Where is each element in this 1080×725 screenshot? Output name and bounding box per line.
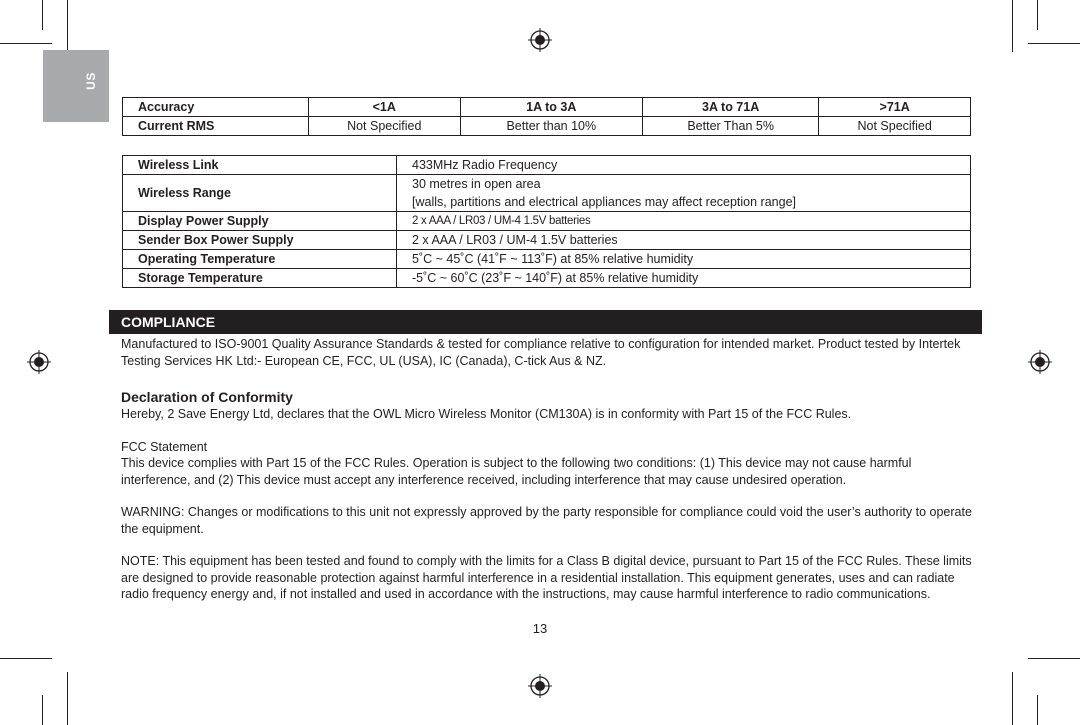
crop-mark [1037, 695, 1038, 725]
fcc-heading: FCC Statement [121, 440, 208, 454]
section-heading-compliance: COMPLIANCE [109, 310, 982, 334]
compliance-intro: Manufactured to ISO-9001 Quality Assurance Standards & tested for compliance relative to configuration for intended market. Product tested by Intertek Testing Services HK Ltd:- European CE, FCC, UL (USA), IC (Canada), C-tick Aus & NZ. [121, 337, 961, 368]
table-cell: Better Than 5% [642, 117, 818, 136]
spec-label: Operating Temperature [123, 250, 397, 269]
specifications-table [122, 155, 971, 288]
crop-mark [0, 43, 52, 44]
table-row [123, 175, 971, 212]
crop-mark [1012, 0, 1013, 52]
crop-mark [42, 695, 43, 725]
spec-label: Wireless Range [123, 175, 397, 212]
spec-value: 5˚C ~ 45˚C (41˚F ~ 113˚F) at 85% relative humidity [397, 250, 971, 269]
language-tab [43, 50, 109, 122]
page-number: 13 [532, 621, 548, 636]
crop-mark [1037, 0, 1038, 30]
spec-value-line: 30 metres in open area [412, 177, 541, 191]
table-header-cell: >71A [819, 98, 971, 117]
crop-mark [1028, 43, 1080, 44]
crop-mark [0, 658, 52, 659]
spec-label: Display Power Supply [123, 212, 397, 231]
table-cell: Better than 10% [460, 117, 642, 136]
spec-label: Storage Temperature [123, 269, 397, 288]
table-row [123, 98, 971, 117]
table-row [123, 269, 971, 288]
table-row [123, 212, 971, 231]
crop-mark [67, 0, 68, 52]
registration-mark-icon [528, 674, 552, 698]
note-text: NOTE: This equipment has been tested and found to comply with the limits for a Class B digital device, pursuant to Part 15 of the FCC Rules. These limits are designed to provide reasonable protection against harmful interference in a residential installation. This equipment generates, uses and can radiate radio frequency energy and, if not installed and used in accordance with the instructions, may cause harmful interference to radio communications. [121, 554, 972, 601]
crop-mark [1028, 658, 1080, 659]
table-header-cell: Accuracy [123, 98, 309, 117]
crop-mark [67, 672, 68, 725]
spec-value-line: [walls, partitions and electrical appliances may affect reception range] [412, 195, 797, 209]
spec-value: -5˚C ~ 60˚C (23˚F ~ 140˚F) at 85% relative humidity [397, 269, 971, 288]
spec-value: 2 x AAA / LR03 / UM-4 1.5V batteries [397, 231, 971, 250]
spec-value: 433MHz Radio Frequency [397, 156, 971, 175]
declaration-heading: Declaration of Conformity [121, 389, 293, 405]
table-header-cell: 3A to 71A [642, 98, 818, 117]
table-row [123, 231, 971, 250]
spec-value [397, 175, 971, 212]
spec-value: 2 x AAA / LR03 / UM-4 1.5V batteries [397, 212, 971, 231]
warning-text: WARNING: Changes or modifications to this unit not expressly approved by the party responsible for compliance could void the user’s authority to operate the equipment. [121, 505, 972, 536]
spec-label: Sender Box Power Supply [123, 231, 397, 250]
spec-label: Wireless Link [123, 156, 397, 175]
table-row [123, 156, 971, 175]
table-header-cell: <1A [308, 98, 460, 117]
fcc-text: This device complies with Part 15 of the FCC Rules. Operation is subject to the following two conditions: (1) This device may not cause harmful interference, and (2) This device must accept any interference received, including interference that may cause undesired operation. [121, 456, 912, 487]
registration-mark-icon [528, 28, 552, 52]
crop-mark [1012, 672, 1013, 725]
registration-mark-icon [27, 350, 51, 374]
table-cell: Not Specified [819, 117, 971, 136]
table-header-cell: 1A to 3A [460, 98, 642, 117]
crop-mark [42, 0, 43, 30]
declaration-text: Hereby, 2 Save Energy Ltd, declares that the OWL Micro Wireless Monitor (CM130A) is in conformity with Part 15 of the FCC Rules. [121, 407, 852, 421]
table-row [123, 117, 971, 136]
table-cell: Current RMS [123, 117, 309, 136]
registration-mark-icon [1028, 350, 1052, 374]
accuracy-table [122, 97, 971, 136]
table-row [123, 250, 971, 269]
language-tab-label: US [84, 72, 98, 90]
table-cell: Not Specified [308, 117, 460, 136]
